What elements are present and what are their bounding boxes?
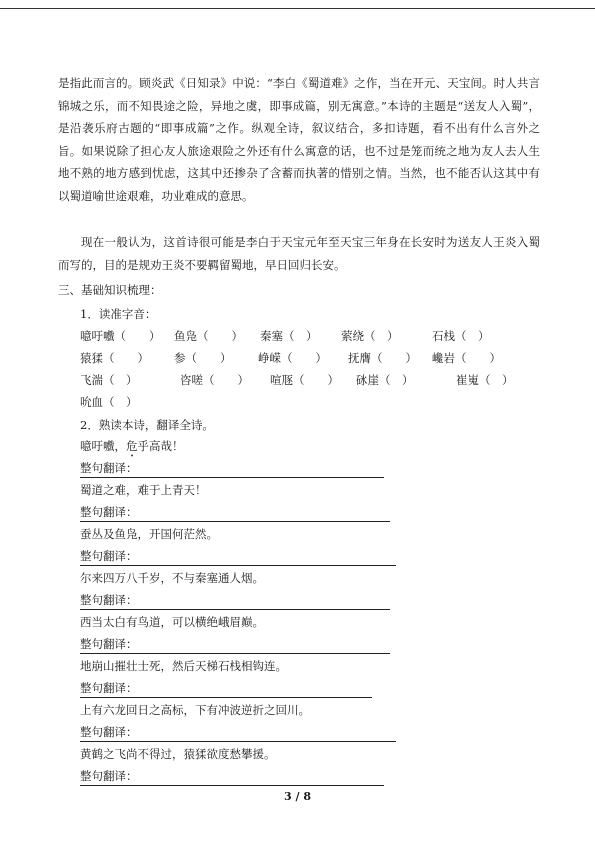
pron-item: 萦绕（ ） [341,329,399,343]
pron-item: 巉岩（ ） [432,351,501,365]
pron-item: 秦塞（ ） [260,329,318,343]
verse-line-7: 上有六龙回日之高标，下有冲波逆折之回川。 [80,703,310,717]
intro-paragraph-2: 现在一般认为，这首诗很可能是李白于天宝元年至天宝三年身在长安时为送友人王炎入蜀而写的，目的是规劝王炎不要羁留蜀地，早日回归长安。 [58,235,540,272]
translation-blank[interactable]: 整句翻译： [80,505,390,522]
verse-line-4: 尔来四万八千岁，不与秦塞通人烟。 [80,571,264,585]
pron-item: 咨嗟（ ） [180,373,249,387]
verse-line-3: 蚕丛及鱼凫，开国何茫然。 [80,527,218,541]
verse-line-8: 黄鹤之飞尚不得过，猿猱欲度愁攀援。 [80,747,276,761]
pron-item: 飞湍（ ） [80,373,138,387]
pron-item: 峥嵘（ ） [258,351,327,365]
emphasis-char: 危 [126,439,138,453]
pron-item: 抚膺（ ） [348,351,417,365]
intro-paragraph-1: 是指此而言的。顾炎武《日知录》中说：“李白《蜀道难》之作，当在开元、天宝间。时人共言锦城之乐，而不知畏途之险，异地之虞，即事成篇，别无寓意。”本诗的主题是“送友人入蜀”，是沿袭乐府古题的“即事成篇”之作。纵观全诗，叙议结合，多扣诗题，看不出有什么言外之旨。如果说除了担心友人旅途艰险之外还有什么寓意的话，也不过是笼而统之地为友人去人生地不熟的地方感到忧虑，这其中还掺杂了含蓄而执著的惜别之情。当然，也不能否认这其中有以蜀道喻世途艰难，功业难成的意思。 [58,76,540,203]
pron-item: 砯崖（ ） [356,373,414,387]
pron-item: 猿猱（ ） [80,351,149,365]
pron-item: 参（ ） [174,351,232,365]
pron-item: 喧豗（ ） [270,373,339,387]
translation-blank[interactable]: 整句翻译： [80,593,390,610]
item-2-heading: 2．熟读本诗，翻译全诗。 [80,418,214,432]
verse-line-6: 地崩山摧壮士死，然后天梯石栈相钩连。 [80,659,287,673]
pron-item: 崔嵬（ ） [456,373,514,387]
pron-item: 鱼凫（ ） [174,329,243,343]
verse-line-5: 西当太白有鸟道，可以横绝峨眉巅。 [80,615,264,629]
item-1-heading: 1．读准字音： [80,307,157,321]
page-number: 3 / 8 [284,790,311,803]
section-heading: 三、基础知识梳理： [58,283,162,297]
translation-blank[interactable]: 整句翻译： [80,681,372,698]
pron-item: 吮血（ ） [80,395,138,409]
verse-line-1: 噫吁嚱，危乎高哉！ [80,439,184,453]
header-rule [0,8,595,9]
pron-item: 噫吁嚱（ ） [80,329,161,343]
translation-blank[interactable]: 整句翻译： [80,461,384,478]
translation-blank[interactable]: 整句翻译： [80,549,396,566]
translation-blank[interactable]: 整句翻译： [80,725,396,742]
verse-line-2: 蜀道之难，难于上青天！ [80,483,207,497]
translation-blank[interactable]: 整句翻译： [80,637,390,654]
translation-blank[interactable]: 整句翻译： [80,769,384,786]
pron-item: 石栈（ ） [432,329,490,343]
